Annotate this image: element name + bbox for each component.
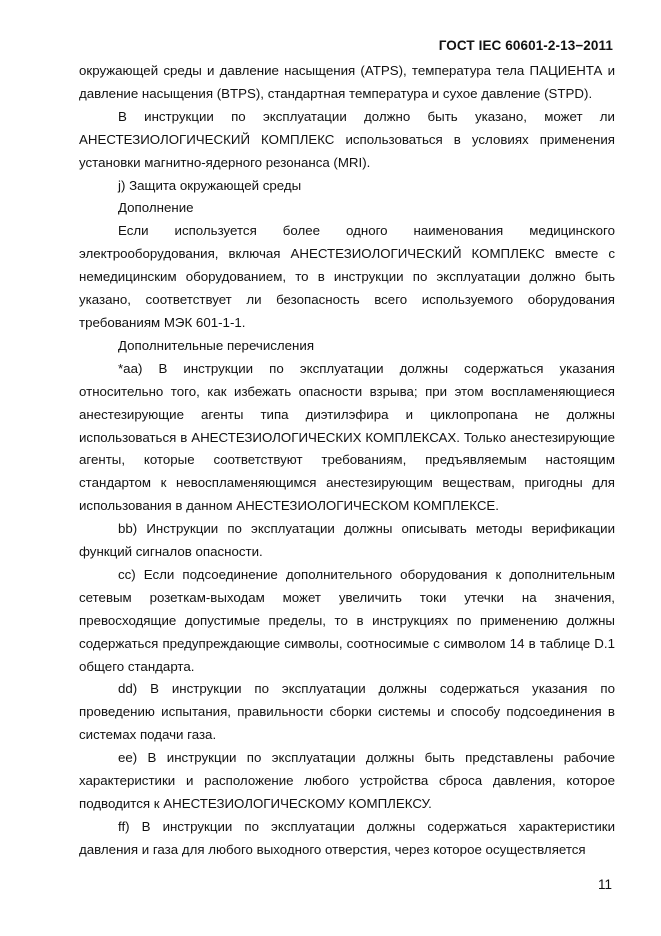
section-heading-environment: j) Защита окружающей среды xyxy=(118,177,302,193)
subheading-addition: Дополнение xyxy=(118,200,194,216)
paragraph-item-bb: bb) Инструкции по эксплуатации должны описывать методы верификации функций сигналов опасности. xyxy=(79,521,615,560)
standard-header: ГОСТ IEC 60601-2-13−2011 xyxy=(438,38,613,53)
subheading-additional-items: Дополнительные перечисления xyxy=(118,337,315,353)
paragraph-item-dd: dd) В инструкции по эксплуатации должны содержаться указания по проведению испытания, правильности сборки системы и способу подсоединения в системах подачи газа. xyxy=(79,681,615,743)
paragraph-item-cc: сс) Если подсоединение дополнительного оборудования к дополнительным сетевым розеткам-выходам может увеличить токи утечки на значения, превосходящие допустимые пределы, то в инструкциях по применению должны содержаться предупреждающие символы, соотносимые с символом 14 в таблице D.1 общего стандарта. xyxy=(79,566,615,674)
paragraph-item-ff: ff) В инструкции по эксплуатации должны содержаться характеристики давления и газа для любого выходного отверстия, через которое осуществляется xyxy=(79,818,615,857)
paragraph-item-aa: *аа) В инструкции по эксплуатации должны содержаться указания относительно того, как избежать опасности взрыва; при этом воспламеняющиеся анестезирующие агенты типа диэтилэфира и циклопропана не должны использоваться в АНЕСТЕЗИОЛОГИЧЕСКИХ КОМПЛЕКСАХ. Только анестезирующие агенты, которые соответствуют требованиям, предъявляемым настоящим стандартом к невоспламеняющимся анестезирующим веществам, пригодны для использования в данном АНЕСТЕЗИОЛОГИЧЕСКОМ КОМПЛЕКСЕ. xyxy=(79,360,615,514)
document-body xyxy=(79,60,615,862)
paragraph-equipment: Если используется более одного наименования медицинского электрооборудования, включая АНЕСТЕЗИОЛОГИЧЕСКИЙ КОМПЛЕКС вместе с немедицинским оборудованием, то в инструкции по эксплуатации должно быть указано, соответствует ли безопасность всего используемого оборудования требованиям МЭК 601-1-1. xyxy=(79,223,615,330)
paragraph-item-ee: ее) В инструкции по эксплуатации должны быть представлены рабочие характеристики и расположение любого устройства сброса давления, которое подводится к АНЕСТЕЗИОЛОГИЧЕСКОМУ КОМПЛЕКСУ. xyxy=(79,750,615,811)
paragraph-continuation: окружающей среды и давление насыщения (ATPS), температура тела ПАЦИЕНТА и давление насыщения (BTPS), стандартная температура и сухое давление (STPD). xyxy=(79,63,615,101)
paragraph-mri: В инструкции по эксплуатации должно быть указано, может ли АНЕСТЕЗИОЛОГИЧЕСКИЙ КОМПЛЕКС использоваться в условиях применения установки магнитно-ядерного резонанса (MRI). xyxy=(79,108,615,170)
page-number: 11 xyxy=(597,877,612,892)
